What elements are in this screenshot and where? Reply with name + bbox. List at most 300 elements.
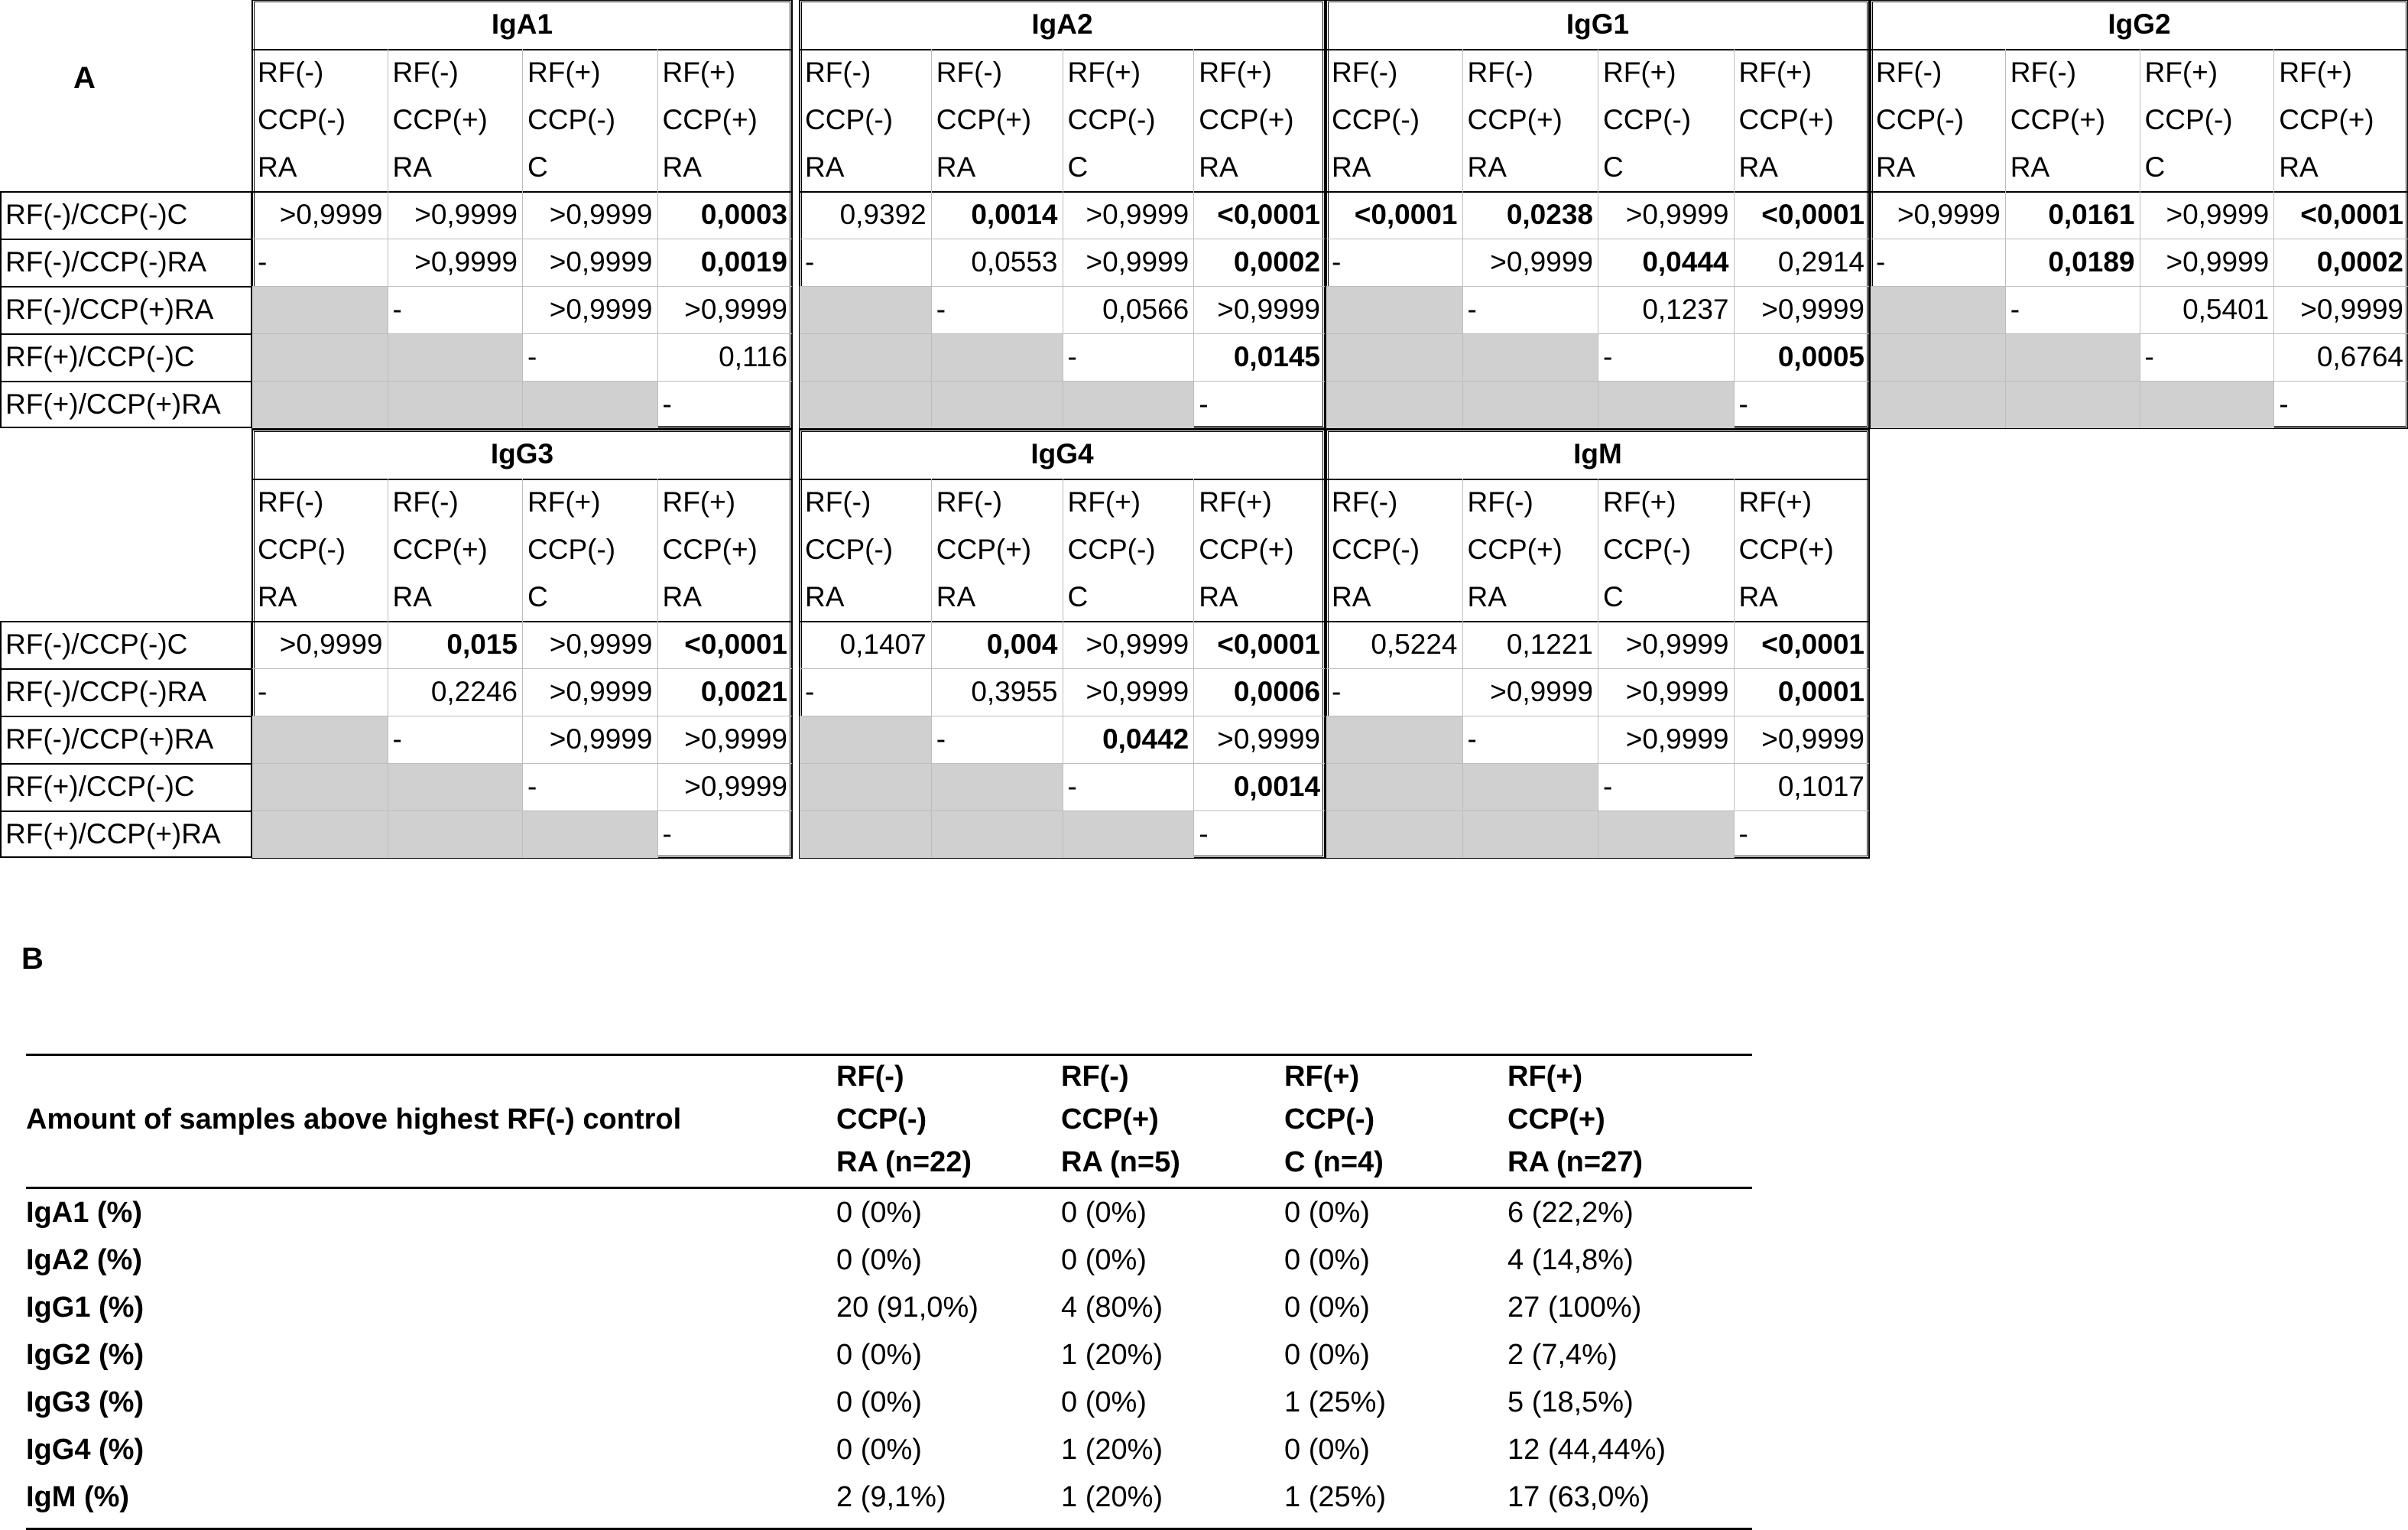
p-value-cell: >0,9999 bbox=[414, 246, 518, 278]
column-header-line: RF(-) bbox=[1332, 486, 1398, 518]
column-header-line: CCP(+) bbox=[2010, 104, 2106, 135]
table-b-cell: 0 (0%) bbox=[1284, 1339, 1370, 1371]
p-value-cell: <0,0001 bbox=[1761, 629, 1864, 660]
column-header-line: RF(-) bbox=[1467, 57, 1533, 88]
table-b-row-label: IgG2 (%) bbox=[26, 1339, 144, 1371]
table-b-row-label: IgG3 (%) bbox=[26, 1386, 144, 1418]
p-value-cell: - bbox=[805, 676, 815, 707]
shaded-cell bbox=[800, 716, 931, 763]
column-header-line: CCP(-) bbox=[527, 534, 616, 565]
p-value-cell: >0,9999 bbox=[2300, 294, 2403, 325]
column-header-line: CCP(-) bbox=[1603, 534, 1692, 565]
shaded-cell bbox=[252, 810, 388, 858]
p-value-cell: - bbox=[1067, 341, 1077, 372]
column-header-line: RF(+) bbox=[527, 486, 601, 518]
column-header-line: RA bbox=[1332, 151, 1371, 183]
p-value-cell: 0,0553 bbox=[971, 246, 1058, 278]
shaded-cell bbox=[1326, 716, 1462, 763]
column-header-line: RF(-) bbox=[392, 486, 459, 518]
column-header-line: RA bbox=[392, 581, 432, 612]
p-value-cell: 0,0006 bbox=[1233, 676, 1320, 707]
column-header-line: RF(+) bbox=[527, 57, 601, 88]
table-b-column-header: CCP(-) bbox=[836, 1103, 927, 1135]
column-header-line: RF(-) bbox=[392, 57, 459, 88]
p-value-cell: >0,9999 bbox=[549, 199, 653, 230]
table-b-cell: 20 (91,0%) bbox=[836, 1291, 978, 1324]
p-value-cell: - bbox=[527, 771, 537, 802]
p-value-cell: - bbox=[2144, 341, 2154, 372]
shaded-cell bbox=[252, 286, 388, 333]
column-header-line: RF(+) bbox=[1199, 57, 1272, 88]
column-header-line: RA bbox=[392, 151, 432, 183]
p-value-cell: - bbox=[805, 246, 815, 278]
column-header-line: RA bbox=[805, 581, 845, 612]
column-header-line: C bbox=[527, 151, 548, 183]
table-b-header-label: Amount of samples above highest RF(-) control bbox=[26, 1103, 682, 1135]
p-value-cell: 0,1237 bbox=[1642, 294, 1729, 325]
column-divider bbox=[522, 49, 523, 191]
column-divider bbox=[1734, 479, 1735, 621]
column-divider bbox=[1462, 621, 1463, 858]
table-b-column-header: CCP(+) bbox=[1061, 1103, 1159, 1135]
p-value-cell: >0,9999 bbox=[1761, 723, 1864, 755]
p-value-cell: <0,0001 bbox=[684, 629, 787, 660]
column-header-line: RA bbox=[2010, 151, 2050, 183]
shaded-cell bbox=[1462, 810, 1598, 858]
column-header-line: C bbox=[527, 581, 548, 612]
table-b-cell: 1 (25%) bbox=[1284, 1481, 1387, 1513]
group-title: IgG4 bbox=[1030, 438, 1094, 469]
column-header-line: RA bbox=[1199, 581, 1238, 612]
column-header-line: RA bbox=[1738, 151, 1778, 183]
panel-b-label: B bbox=[21, 942, 44, 976]
table-b-row-label: IgG4 (%) bbox=[26, 1434, 144, 1466]
column-divider bbox=[931, 49, 932, 191]
table-b-cell: 2 (9,1%) bbox=[836, 1481, 946, 1513]
column-divider bbox=[931, 191, 932, 428]
p-value-cell: >0,9999 bbox=[1897, 199, 2001, 230]
table-b-row-label: IgG1 (%) bbox=[26, 1291, 144, 1324]
p-value-cell: - bbox=[1067, 771, 1077, 802]
column-header-line: RF(-) bbox=[2010, 57, 2077, 88]
p-value-cell: - bbox=[258, 246, 268, 278]
p-value-cell: >0,9999 bbox=[684, 294, 787, 325]
table-b-cell: 1 (20%) bbox=[1061, 1339, 1163, 1371]
column-header-line: C bbox=[1603, 581, 1624, 612]
p-value-cell: <0,0001 bbox=[1354, 199, 1458, 230]
shaded-cell bbox=[1063, 381, 1194, 428]
group-title: IgG1 bbox=[1566, 8, 1630, 40]
table-b-cell: 1 (20%) bbox=[1061, 1481, 1163, 1513]
column-header-line: CCP(+) bbox=[936, 534, 1032, 565]
table-b-cell: 12 (44,44%) bbox=[1507, 1434, 1666, 1466]
column-header-line: RA bbox=[2279, 151, 2319, 183]
column-header-line: CCP(+) bbox=[936, 104, 1032, 135]
column-header-line: CCP(-) bbox=[258, 104, 346, 135]
p-value-cell: 0,9392 bbox=[839, 199, 927, 230]
p-value-cell: 0,0444 bbox=[1642, 246, 1729, 278]
p-value-cell: 0,0014 bbox=[1233, 771, 1320, 802]
panel-a-label: A bbox=[73, 61, 96, 95]
column-header-line: CCP(+) bbox=[662, 104, 758, 135]
column-header-line: RA bbox=[1332, 581, 1371, 612]
column-header-line: RF(-) bbox=[805, 486, 871, 518]
shaded-cell bbox=[1326, 763, 1462, 810]
column-header-line: CCP(-) bbox=[805, 104, 894, 135]
table-b-cell: 0 (0%) bbox=[836, 1197, 922, 1229]
column-header-line: CCP(+) bbox=[1199, 104, 1294, 135]
p-value-cell: >0,9999 bbox=[279, 629, 383, 660]
table-b-cell: 1 (25%) bbox=[1284, 1386, 1387, 1418]
table-b-cell: 5 (18,5%) bbox=[1507, 1386, 1634, 1418]
table-b-column-header: RF(-) bbox=[1061, 1061, 1129, 1093]
p-value-cell: 0,1017 bbox=[1777, 771, 1864, 802]
p-value-cell: - bbox=[1332, 246, 1342, 278]
column-divider bbox=[1462, 191, 1463, 428]
p-value-cell: 0,0002 bbox=[1233, 246, 1320, 278]
column-header-line: CCP(-) bbox=[1876, 104, 1965, 135]
p-value-cell: - bbox=[392, 723, 402, 755]
p-value-cell: 0,0002 bbox=[2316, 246, 2403, 278]
group-title: IgA1 bbox=[491, 8, 553, 40]
shaded-cell bbox=[931, 763, 1063, 810]
column-header-line: RF(+) bbox=[1603, 486, 1676, 518]
column-header-line: CCP(-) bbox=[1332, 104, 1420, 135]
table-b-cell: 17 (63,0%) bbox=[1507, 1481, 1650, 1513]
p-value-cell: >0,9999 bbox=[279, 199, 383, 230]
p-value-cell: >0,9999 bbox=[549, 294, 653, 325]
row-label: RF(-)/CCP(-)C bbox=[5, 199, 188, 230]
shaded-cell bbox=[1462, 381, 1598, 428]
row-label: RF(-)/CCP(-)RA bbox=[5, 676, 207, 707]
column-header-line: CCP(+) bbox=[1467, 534, 1563, 565]
p-value-cell: 0,5401 bbox=[2182, 294, 2270, 325]
p-value-cell: 0,004 bbox=[986, 629, 1058, 660]
column-header-line: RF(+) bbox=[1738, 57, 1812, 88]
column-header-line: RF(-) bbox=[1467, 486, 1533, 518]
column-header-line: CCP(-) bbox=[1332, 534, 1420, 565]
column-header-line: CCP(+) bbox=[392, 534, 488, 565]
shaded-cell bbox=[388, 381, 523, 428]
shaded-cell bbox=[2005, 333, 2140, 381]
p-value-cell: 0,0161 bbox=[2048, 199, 2135, 230]
column-divider bbox=[1193, 621, 1194, 858]
table-b-cell: 0 (0%) bbox=[836, 1434, 922, 1466]
shaded-cell bbox=[1326, 286, 1462, 333]
shaded-cell bbox=[800, 810, 931, 858]
row-label: RF(-)/CCP(+)RA bbox=[5, 294, 214, 325]
table-b-column-header: RA (n=22) bbox=[836, 1146, 972, 1178]
column-header-line: RA bbox=[258, 581, 297, 612]
shaded-cell bbox=[1871, 381, 2005, 428]
column-header-line: CCP(+) bbox=[2279, 104, 2374, 135]
p-value-cell: <0,0001 bbox=[2300, 199, 2403, 230]
p-value-cell: 0,5224 bbox=[1371, 629, 1458, 660]
row-divider bbox=[0, 763, 252, 765]
table-b-cell: 0 (0%) bbox=[1284, 1434, 1370, 1466]
column-divider bbox=[2005, 49, 2006, 191]
p-value-cell: >0,9999 bbox=[1625, 629, 1729, 660]
p-value-cell: - bbox=[936, 723, 946, 755]
p-value-cell: >0,9999 bbox=[684, 771, 787, 802]
p-value-cell: >0,9999 bbox=[1490, 676, 1593, 707]
shaded-cell bbox=[522, 381, 657, 428]
shaded-cell bbox=[1462, 333, 1598, 381]
p-value-cell: - bbox=[1876, 246, 1886, 278]
shaded-cell bbox=[1326, 333, 1462, 381]
column-header-line: RA bbox=[1467, 151, 1507, 183]
group-title: IgG3 bbox=[490, 438, 554, 469]
p-value-cell: 0,0442 bbox=[1102, 723, 1189, 755]
p-value-cell: - bbox=[1467, 723, 1477, 755]
p-value-cell: - bbox=[1603, 771, 1613, 802]
column-header-line: RF(+) bbox=[1738, 486, 1812, 518]
column-header-line: RF(-) bbox=[1332, 57, 1398, 88]
p-value-cell: - bbox=[258, 676, 268, 707]
p-value-cell: >0,9999 bbox=[549, 629, 653, 660]
shaded-cell bbox=[1326, 381, 1462, 428]
column-header-line: RF(-) bbox=[936, 486, 1003, 518]
column-header-line: RF(-) bbox=[258, 486, 324, 518]
column-header-line: CCP(-) bbox=[1603, 104, 1692, 135]
column-header-line: CCP(+) bbox=[1199, 534, 1294, 565]
column-header-line: RA bbox=[1467, 581, 1507, 612]
column-divider bbox=[1193, 191, 1194, 428]
table-b-cell: 0 (0%) bbox=[1284, 1244, 1370, 1276]
shaded-cell bbox=[1462, 763, 1598, 810]
group-title: IgG2 bbox=[2108, 8, 2171, 40]
p-value-cell: 0,2246 bbox=[430, 676, 518, 707]
p-value-cell: >0,9999 bbox=[684, 723, 787, 755]
row-label: RF(-)/CCP(-)C bbox=[5, 629, 188, 660]
table-b-cell: 2 (7,4%) bbox=[1507, 1339, 1618, 1371]
table-b-column-header: RF(-) bbox=[836, 1061, 904, 1093]
column-header-line: RF(+) bbox=[662, 486, 736, 518]
row-divider bbox=[0, 810, 252, 812]
column-header-line: RA bbox=[662, 151, 702, 183]
table-b-column-header: CCP(+) bbox=[1507, 1103, 1605, 1135]
p-value-cell: - bbox=[662, 388, 672, 420]
column-divider bbox=[1462, 49, 1463, 191]
column-divider bbox=[1734, 621, 1735, 858]
group-title: IgA2 bbox=[1031, 8, 1093, 40]
column-header-line: CCP(+) bbox=[1738, 104, 1834, 135]
column-header-line: RA bbox=[936, 151, 976, 183]
column-header-line: RF(-) bbox=[936, 57, 1003, 88]
shaded-cell bbox=[800, 286, 931, 333]
shaded-cell bbox=[931, 381, 1063, 428]
column-header-line: CCP(-) bbox=[1067, 104, 1156, 135]
row-divider bbox=[0, 716, 252, 717]
p-value-cell: <0,0001 bbox=[1217, 629, 1320, 660]
column-divider bbox=[2273, 49, 2274, 191]
p-value-cell: 0,1221 bbox=[1506, 629, 1593, 660]
p-value-cell: >0,9999 bbox=[1625, 723, 1729, 755]
column-divider bbox=[522, 191, 523, 428]
column-divider bbox=[657, 479, 658, 621]
p-value-cell: - bbox=[936, 294, 946, 325]
p-value-cell: >0,9999 bbox=[1217, 723, 1320, 755]
row-label: RF(+)/CCP(-)C bbox=[5, 341, 195, 372]
column-divider bbox=[522, 621, 523, 858]
row-label: RF(+)/CCP(-)C bbox=[5, 771, 195, 802]
table-b-column-header: RF(+) bbox=[1507, 1061, 1583, 1093]
p-value-cell: >0,9999 bbox=[549, 676, 653, 707]
shaded-cell bbox=[2140, 381, 2274, 428]
p-value-cell: >0,9999 bbox=[1625, 676, 1729, 707]
table-b-cell: 1 (20%) bbox=[1061, 1434, 1163, 1466]
p-value-cell: - bbox=[1199, 388, 1209, 420]
p-value-cell: - bbox=[1738, 818, 1748, 849]
p-value-cell: >0,9999 bbox=[2166, 246, 2270, 278]
table-b-cell: 0 (0%) bbox=[836, 1339, 922, 1371]
p-value-cell: >0,9999 bbox=[1086, 629, 1189, 660]
shaded-cell bbox=[252, 716, 388, 763]
p-value-cell: >0,9999 bbox=[1490, 246, 1593, 278]
table-b-column-header: RA (n=5) bbox=[1061, 1146, 1180, 1178]
p-value-cell: - bbox=[662, 818, 672, 849]
table-b-row-label: IgA2 (%) bbox=[26, 1244, 142, 1276]
shaded-cell bbox=[388, 810, 523, 858]
row-divider bbox=[0, 668, 252, 670]
shaded-cell bbox=[800, 381, 931, 428]
column-header-line: CCP(-) bbox=[258, 534, 346, 565]
p-value-cell: 0,3955 bbox=[971, 676, 1058, 707]
p-value-cell: 0,0238 bbox=[1506, 199, 1593, 230]
shaded-cell bbox=[252, 381, 388, 428]
p-value-cell: - bbox=[1738, 388, 1748, 420]
p-value-cell: >0,9999 bbox=[549, 723, 653, 755]
table-b-cell: 6 (22,2%) bbox=[1507, 1197, 1634, 1229]
row-label: RF(+)/CCP(+)RA bbox=[5, 388, 221, 420]
column-header-line: CCP(+) bbox=[662, 534, 758, 565]
column-header-line: RF(-) bbox=[258, 57, 324, 88]
p-value-cell: 0,0001 bbox=[1777, 676, 1864, 707]
shaded-cell bbox=[1598, 810, 1734, 858]
p-value-cell: 0,0145 bbox=[1233, 341, 1320, 372]
column-header-line: RA bbox=[1199, 151, 1238, 183]
p-value-cell: 0,2914 bbox=[1777, 246, 1864, 278]
table-b-cell: 0 (0%) bbox=[1061, 1244, 1147, 1276]
p-value-cell: >0,9999 bbox=[414, 199, 518, 230]
shaded-cell bbox=[1871, 333, 2005, 381]
column-header-line: CCP(-) bbox=[527, 104, 616, 135]
column-header-line: RF(+) bbox=[1199, 486, 1272, 518]
p-value-cell: 0,0021 bbox=[700, 676, 787, 707]
shaded-cell bbox=[931, 810, 1063, 858]
column-divider bbox=[1193, 479, 1194, 621]
table-b-cell: 0 (0%) bbox=[836, 1386, 922, 1418]
shaded-cell bbox=[2005, 381, 2140, 428]
p-value-cell: 0,0189 bbox=[2048, 246, 2135, 278]
shaded-cell bbox=[1598, 381, 1734, 428]
group-title: IgM bbox=[1573, 438, 1622, 469]
p-value-cell: - bbox=[2010, 294, 2020, 325]
p-value-cell: - bbox=[2279, 388, 2289, 420]
column-divider bbox=[1462, 479, 1463, 621]
shaded-cell bbox=[1063, 810, 1194, 858]
p-value-cell: >0,9999 bbox=[549, 246, 653, 278]
p-value-cell: >0,9999 bbox=[1625, 199, 1729, 230]
row-label: RF(-)/CCP(-)RA bbox=[5, 246, 207, 278]
p-value-cell: >0,9999 bbox=[2166, 199, 2270, 230]
p-value-cell: - bbox=[1603, 341, 1613, 372]
p-value-cell: 0,0003 bbox=[700, 199, 787, 230]
column-divider bbox=[2273, 191, 2274, 428]
p-value-cell: >0,9999 bbox=[1217, 294, 1320, 325]
p-value-cell: >0,9999 bbox=[1761, 294, 1864, 325]
column-header-line: RF(-) bbox=[1876, 57, 1942, 88]
table-b-cell: 0 (0%) bbox=[1284, 1197, 1370, 1229]
column-header-line: CCP(-) bbox=[1067, 534, 1156, 565]
column-header-line: RA bbox=[1738, 581, 1778, 612]
column-header-line: CCP(-) bbox=[2144, 104, 2233, 135]
p-value-cell: <0,0001 bbox=[1217, 199, 1320, 230]
column-divider bbox=[931, 479, 932, 621]
shaded-cell bbox=[388, 333, 523, 381]
table-b-row-label: IgM (%) bbox=[26, 1481, 130, 1513]
table-b-cell: 4 (14,8%) bbox=[1507, 1244, 1634, 1276]
row-divider bbox=[0, 381, 252, 382]
p-value-cell: 0,015 bbox=[446, 629, 518, 660]
table-b-row-label: IgA1 (%) bbox=[26, 1197, 142, 1229]
table-b-cell: 0 (0%) bbox=[1284, 1291, 1370, 1324]
table-b-cell: 4 (80%) bbox=[1061, 1291, 1163, 1324]
column-header-line: RA bbox=[805, 151, 845, 183]
shaded-cell bbox=[1326, 810, 1462, 858]
row-label: RF(-)/CCP(+)RA bbox=[5, 723, 214, 755]
p-value-cell: 0,0566 bbox=[1102, 294, 1189, 325]
column-header-line: RF(+) bbox=[662, 57, 736, 88]
column-header-line: C bbox=[1067, 151, 1089, 183]
table-header-rule bbox=[26, 1187, 1752, 1189]
column-divider bbox=[657, 191, 658, 428]
shaded-cell bbox=[931, 333, 1063, 381]
p-value-cell: 0,116 bbox=[719, 341, 787, 372]
column-header-line: RF(-) bbox=[805, 57, 871, 88]
column-divider bbox=[1734, 49, 1735, 191]
p-value-cell: - bbox=[1467, 294, 1477, 325]
column-divider bbox=[657, 49, 658, 191]
column-divider bbox=[657, 621, 658, 858]
p-value-cell: 0,0019 bbox=[700, 246, 787, 278]
shaded-cell bbox=[252, 333, 388, 381]
column-header-line: RF(+) bbox=[2279, 57, 2352, 88]
column-header-line: RF(+) bbox=[1067, 486, 1141, 518]
table-b-column-header: RA (n=27) bbox=[1507, 1146, 1644, 1178]
column-divider bbox=[1193, 49, 1194, 191]
column-header-line: CCP(-) bbox=[805, 534, 894, 565]
shaded-cell bbox=[522, 810, 657, 858]
table-b-cell: 0 (0%) bbox=[836, 1244, 922, 1276]
column-header-line: RA bbox=[1876, 151, 1916, 183]
p-value-cell: - bbox=[527, 341, 537, 372]
column-header-line: CCP(+) bbox=[1738, 534, 1834, 565]
p-value-cell: >0,9999 bbox=[1086, 246, 1189, 278]
row-divider bbox=[0, 286, 252, 287]
column-divider bbox=[2005, 191, 2006, 428]
p-value-cell: - bbox=[1199, 818, 1209, 849]
column-divider bbox=[522, 479, 523, 621]
table-b-cell: 27 (100%) bbox=[1507, 1291, 1642, 1324]
row-divider bbox=[0, 333, 252, 335]
p-value-cell: 0,6764 bbox=[2316, 341, 2403, 372]
row-label: RF(+)/CCP(+)RA bbox=[5, 818, 221, 849]
shaded-cell bbox=[252, 763, 388, 810]
table-b-cell: 0 (0%) bbox=[1061, 1386, 1147, 1418]
shaded-cell bbox=[388, 763, 523, 810]
p-value-cell: - bbox=[1332, 676, 1342, 707]
